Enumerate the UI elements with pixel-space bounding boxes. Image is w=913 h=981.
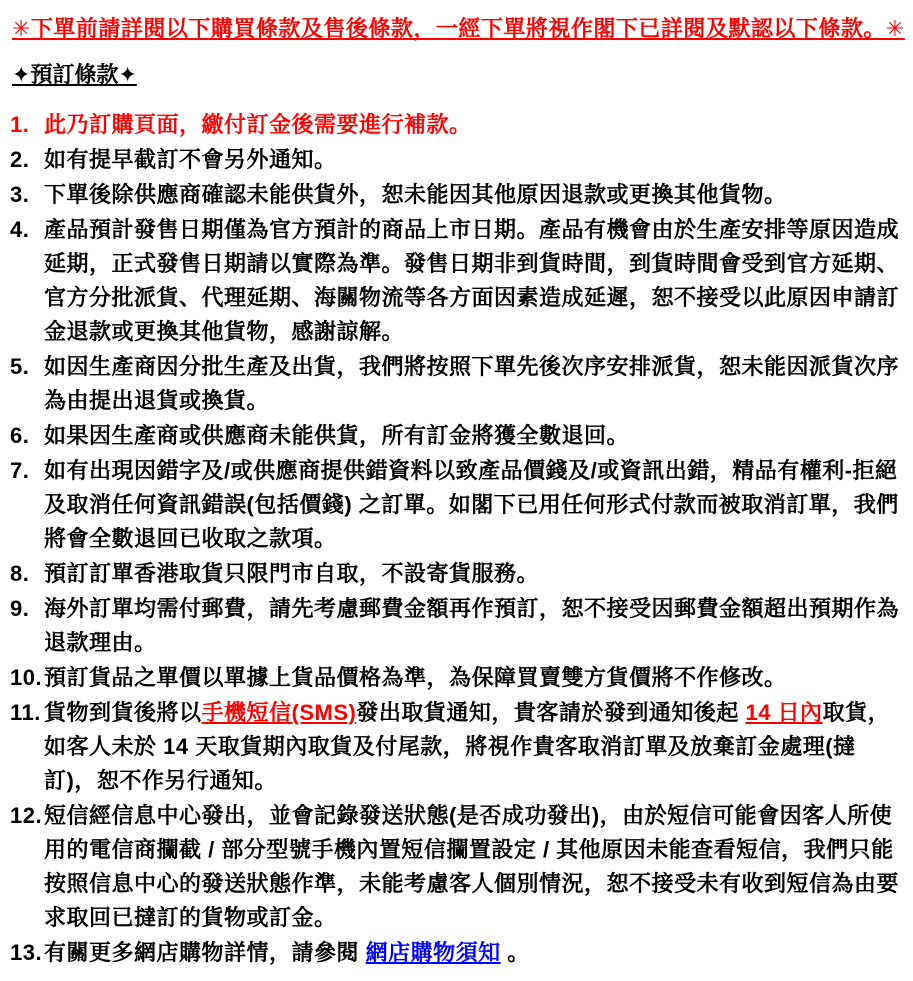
term-item xyxy=(10,350,905,418)
term-text: 貨物到貨後將以 xyxy=(44,700,202,725)
term-item xyxy=(10,143,905,177)
term-number: 13. xyxy=(10,940,43,965)
term-number: 5. xyxy=(10,354,30,379)
term-number: 6. xyxy=(10,423,30,448)
term-item xyxy=(10,178,905,212)
term-item xyxy=(10,696,905,798)
term-number: 11. xyxy=(10,700,41,725)
red-term-text: 此乃訂購頁面，繳付訂金後需要進行補款。 xyxy=(44,112,472,137)
term-text: 下單後除供應商確認未能供貨外，恕未能因其他原因退款或更換其他貨物。 xyxy=(44,182,787,207)
term-text: 產品預計發售日期僅為官方預計的商品上市日期。產品有機會由於生產安排等原因造成延期，正式發售日期請以實際為準。發售日期非到貨時間，到貨時間會受到官方延期、官方分批派貨、代理延期、海關物流等各方面因素造成延遲，恕不接受以此原因申請訂金退款或更換其他貨物，感謝諒解。 xyxy=(44,217,900,344)
term-text: 取貨，如客人未於 14 天取貨期內取貨及付尾款，將視作貴客取消訂單及放棄訂金處理(撻訂)，恕不作另行通知。 xyxy=(44,700,891,793)
term-text: 發出取貨通知，貴客請於發到通知後起 xyxy=(356,700,746,725)
term-number: 3. xyxy=(10,182,30,207)
term-text: 預訂訂單香港取貨只限門市自取，不設寄貨服務。 xyxy=(44,561,540,586)
highlighted-term-text: 14 日內 xyxy=(745,700,823,725)
term-item xyxy=(10,213,905,349)
term-item xyxy=(10,454,905,556)
term-item xyxy=(10,592,905,660)
terms-list xyxy=(10,108,905,970)
term-number: 4. xyxy=(10,217,30,242)
term-number: 12. xyxy=(10,803,43,828)
term-number: 1. xyxy=(10,112,30,137)
highlighted-term-text: 手機短信(SMS) xyxy=(201,700,357,725)
term-text: 預訂貨品之單價以單據上貨品價格為準，為保障買賣雙方貨價將不作修改。 xyxy=(44,665,787,690)
term-number: 7. xyxy=(10,458,30,483)
term-number: 10. xyxy=(10,665,43,690)
term-number: 8. xyxy=(10,561,30,586)
term-text: 如果因生產商或供應商未能供貨，所有訂金將獲全數退回。 xyxy=(44,423,630,448)
term-item xyxy=(10,108,905,142)
term-item xyxy=(10,936,905,970)
term-item xyxy=(10,557,905,591)
term-text: 。 xyxy=(500,940,530,965)
term-text: 短信經信息中心發出，並會記錄發送狀態(是否成功發出)，由於短信可能會因客人所使用的電信商攔截 / 部分型號手機內置短信攔置設定 / 其他原因未能查看短信，我們只能按照信息中心的發送狀態作準，未能考慮客人個別情況，恕不接受未有收到短信為由要求取回已撻訂的貨物或訂金。 xyxy=(44,803,900,930)
term-item xyxy=(10,799,905,935)
term-text: 如因生產商因分批生產及出貨，我們將按照下單先後次序安排派貨，恕未能因派貨次序為由提出退貨或換貨。 xyxy=(44,354,900,413)
term-item xyxy=(10,661,905,695)
term-text: 如有出現因錯字及/或供應商提供錯資料以致產品價錢及/或資訊出錯，精品有權利-拒絕及取消任何資訊錯誤(包括價錢) 之訂單。如閣下已用任何形式付款而被取消訂單，我們將會全數退回已收取之款項。 xyxy=(44,458,899,551)
term-number: 2. xyxy=(10,147,30,172)
pre-order-notice-title: ✳下單前請詳閱以下購買條款及售後條款，一經下單將視作閣下已詳閱及默認以下條款。✳ xyxy=(12,16,905,41)
term-number: 9. xyxy=(10,596,30,621)
term-text: 海外訂單均需付郵費，請先考慮郵費金額再作預訂，恕不接受因郵費金額超出預期作為退款理由。 xyxy=(44,596,900,655)
term-item xyxy=(10,419,905,453)
term-text: 如有提早截訂不會另外通知。 xyxy=(44,147,337,172)
store-shopping-guide-link[interactable]: 網店購物須知 xyxy=(365,940,501,965)
pre-order-terms-section-header: ✦預訂條款✦ xyxy=(12,62,137,87)
term-text: 有關更多網店購物詳情，請參閱 xyxy=(44,940,366,965)
